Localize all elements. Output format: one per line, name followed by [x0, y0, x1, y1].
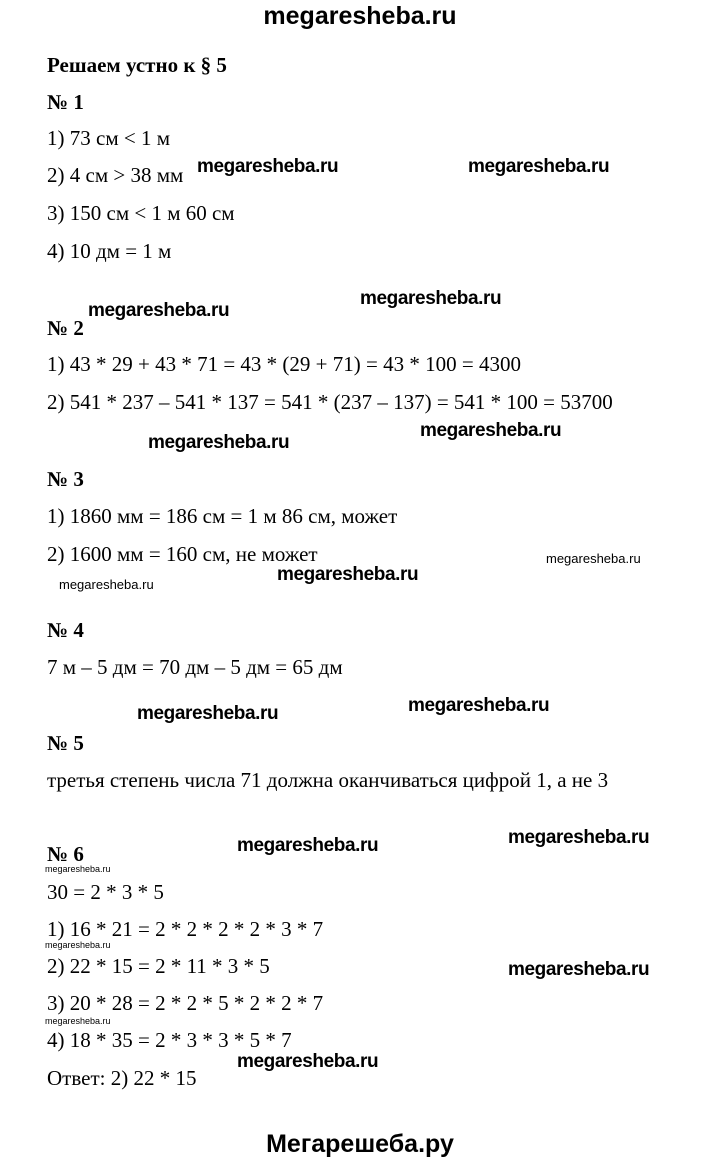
section-1-line-4: 4) 10 дм = 1 м	[47, 239, 172, 263]
watermark: megaresheba.ru	[137, 703, 279, 724]
page-title: Решаем устно к § 5	[47, 53, 227, 77]
site-footer: Мегарешеба.ру	[266, 1130, 454, 1158]
section-3-line-1: 1) 1860 мм = 186 см = 1 м 86 см, может	[47, 504, 398, 528]
section-6-line-5: 4) 18 * 35 = 2 * 3 * 3 * 5 * 7	[47, 1028, 292, 1052]
section-5-heading: № 5	[47, 731, 84, 755]
watermark: megaresheba.ru	[408, 695, 550, 716]
section-2-heading: № 2	[47, 316, 84, 340]
section-1-line-2: 2) 4 см > 38 мм	[47, 163, 184, 187]
section-1-line-3: 3) 150 см < 1 м 60 см	[47, 201, 235, 225]
watermark: megaresheba.ru	[237, 835, 379, 856]
watermark: megaresheba.ru	[277, 564, 419, 585]
watermark: megaresheba.ru	[508, 959, 650, 980]
watermark: megaresheba.ru	[420, 420, 562, 441]
section-6-answer: Ответ: 2) 22 * 15	[47, 1066, 197, 1090]
watermark: megaresheba.ru	[197, 156, 339, 177]
watermark: megaresheba.ru	[148, 432, 290, 453]
watermark: megaresheba.ru	[45, 1016, 111, 1026]
watermark: megaresheba.ru	[59, 577, 154, 592]
site-header: megaresheba.ru	[263, 2, 457, 30]
section-2-line-2: 2) 541 * 237 – 541 * 137 = 541 * (237 – 137) = 541 * 100 = 53700	[47, 390, 613, 414]
watermark: megaresheba.ru	[45, 940, 111, 950]
watermark: megaresheba.ru	[88, 300, 230, 321]
section-6-heading: № 6	[47, 842, 84, 866]
watermark: megaresheba.ru	[237, 1051, 379, 1072]
watermark: megaresheba.ru	[508, 827, 650, 848]
section-2-line-1: 1) 43 * 29 + 43 * 71 = 43 * (29 + 71) = 43 * 100 = 4300	[47, 352, 521, 376]
section-4-line-1: 7 м – 5 дм = 70 дм – 5 дм = 65 дм	[47, 655, 343, 679]
section-4-heading: № 4	[47, 618, 84, 642]
section-6-line-4: 3) 20 * 28 = 2 * 2 * 5 * 2 * 2 * 7	[47, 991, 324, 1015]
section-6-line-3: 2) 22 * 15 = 2 * 11 * 3 * 5	[47, 954, 270, 978]
section-3-line-2: 2) 1600 мм = 160 см, не может	[47, 542, 318, 566]
section-6-line-1: 30 = 2 * 3 * 5	[47, 880, 164, 904]
section-1-heading: № 1	[47, 90, 84, 114]
section-6-line-2: 1) 16 * 21 = 2 * 2 * 2 * 2 * 3 * 7	[47, 917, 324, 941]
watermark: megaresheba.ru	[468, 156, 610, 177]
watermark: megaresheba.ru	[546, 551, 641, 566]
section-3-heading: № 3	[47, 467, 84, 491]
watermark: megaresheba.ru	[45, 864, 111, 874]
watermark: megaresheba.ru	[360, 288, 502, 309]
section-1-line-1: 1) 73 см < 1 м	[47, 126, 170, 150]
section-5-line-1: третья степень числа 71 должна оканчиваться цифрой 1, а не 3	[47, 768, 609, 792]
